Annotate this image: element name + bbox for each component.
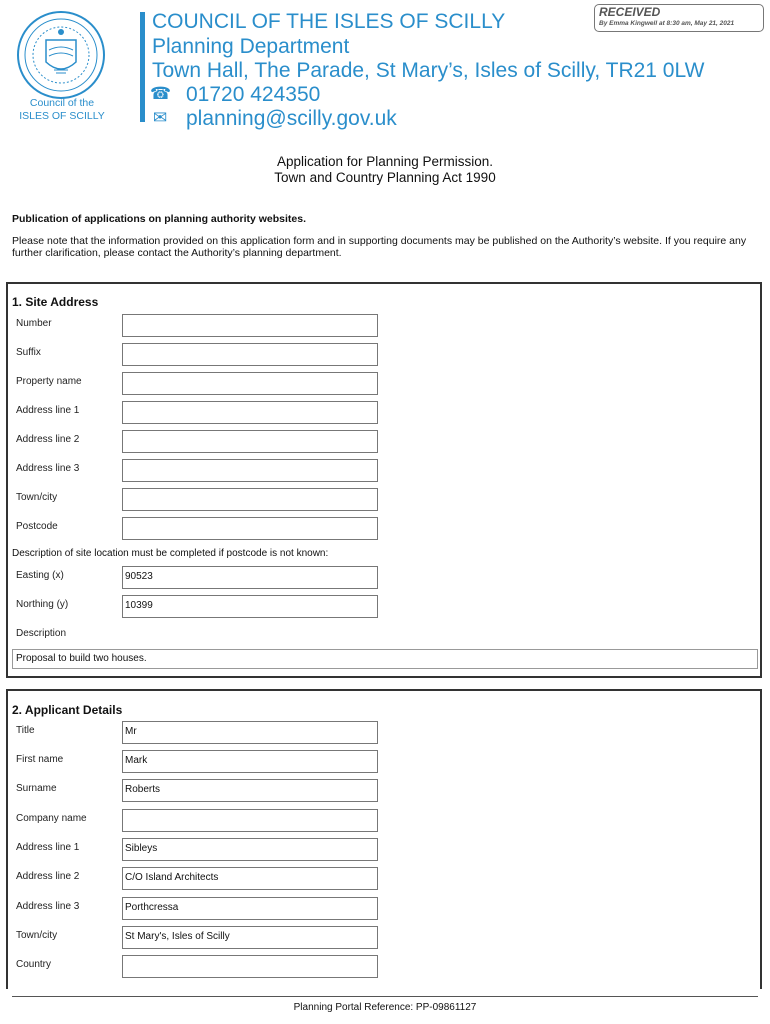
applicant-address-line3-label: Address line 3	[16, 901, 80, 912]
form-title-line1: Application for Planning Permission.	[276, 154, 494, 169]
first-name-label: First name	[16, 754, 64, 765]
site-number-input[interactable]	[122, 314, 378, 337]
site-town-label: Town/city	[16, 492, 58, 503]
easting-input[interactable]: 90523	[122, 566, 378, 589]
seal-caption-line2: ISLES OF SCILLY	[19, 110, 105, 122]
site-address-title: 1. Site Address	[12, 295, 99, 309]
applicant-title-input[interactable]: Mr	[122, 721, 378, 744]
publication-heading: Publication of applications on planning authority websites.	[12, 213, 307, 225]
site-address-line3-label: Address line 3	[16, 463, 80, 474]
publication-text: Please note that the information provided on this application form and in supporting documents may be published on the Authority’s website. If you require any further clarification, please contact the Authority’s planning department.	[12, 235, 747, 259]
site-property-name-label: Property name	[16, 376, 82, 387]
seal-caption-line1: Council of the	[29, 97, 95, 109]
easting-label: Easting (x)	[16, 570, 64, 581]
applicant-address-line2-input[interactable]: C/O Island Architects	[122, 867, 378, 890]
country-input[interactable]	[122, 955, 378, 978]
site-suffix-input[interactable]	[122, 343, 378, 366]
applicant-section	[6, 689, 762, 989]
department-name: Planning Department	[152, 35, 350, 58]
council-name: COUNCIL OF THE ISLES OF SCILLY	[152, 10, 506, 33]
applicant-address-line1-label: Address line 1	[16, 842, 80, 853]
company-name-input[interactable]	[122, 809, 378, 832]
header-divider-bar	[140, 12, 145, 122]
footer-divider	[12, 996, 758, 997]
received-stamp	[594, 4, 764, 32]
location-note: Description of site location must be completed if postcode is not known:	[12, 548, 329, 559]
first-name-input[interactable]: Mark	[122, 750, 378, 773]
applicant-address-line3-input[interactable]: Porthcressa	[122, 897, 378, 920]
applicant-town-input[interactable]: St Mary's, Isles of Scilly	[122, 926, 378, 949]
council-seal-logo	[16, 10, 106, 100]
stamp-detail: By Emma Kingwell at 8:30 am, May 21, 2021	[599, 20, 735, 27]
council-address: Town Hall, The Parade, St Mary’s, Isles of Scilly, TR21 0LW	[152, 59, 705, 82]
site-address-line2-input[interactable]	[122, 430, 378, 453]
company-name-label: Company name	[16, 813, 87, 824]
site-address-line1-input[interactable]	[122, 401, 378, 424]
applicant-town-label: Town/city	[16, 930, 58, 941]
site-address-line1-label: Address line 1	[16, 405, 80, 416]
country-label: Country	[16, 959, 52, 970]
portal-reference: Planning Portal Reference: PP-09861127	[293, 1002, 477, 1013]
applicant-title: 2. Applicant Details	[12, 703, 123, 717]
seal-caption	[10, 97, 114, 123]
surname-input[interactable]: Roberts	[122, 779, 378, 802]
applicant-address-line1-input[interactable]: Sibleys	[122, 838, 378, 861]
site-address-section	[6, 282, 762, 678]
applicant-title-label: Title	[16, 725, 35, 736]
site-suffix-label: Suffix	[16, 347, 41, 358]
site-address-line3-input[interactable]	[122, 459, 378, 482]
phone-icon: ☎	[150, 84, 172, 103]
stamp-title: RECEIVED	[599, 5, 661, 19]
site-postcode-label: Postcode	[16, 521, 58, 532]
site-postcode-input[interactable]	[122, 517, 378, 540]
surname-label: Surname	[16, 783, 57, 794]
site-property-name-input[interactable]	[122, 372, 378, 395]
applicant-address-line2-label: Address line 2	[16, 871, 80, 882]
description-label: Description	[16, 628, 67, 639]
form-title-line2: Town and Country Planning Act 1990	[274, 170, 496, 185]
phone-number: 01720 424350	[186, 83, 321, 106]
site-town-input[interactable]	[122, 488, 378, 511]
email-address: planning@scilly.gov.uk	[186, 107, 397, 130]
description-input[interactable]: Proposal to build two houses.	[12, 649, 758, 669]
northing-input[interactable]: 10399	[122, 595, 378, 618]
site-number-label: Number	[16, 318, 52, 329]
site-address-line2-label: Address line 2	[16, 434, 80, 445]
northing-label: Northing (y)	[16, 599, 69, 610]
email-icon: ✉	[152, 108, 168, 127]
